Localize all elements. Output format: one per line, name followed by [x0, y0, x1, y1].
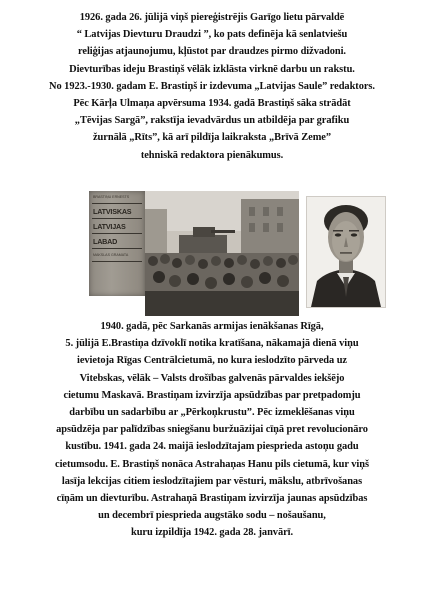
book-subtitle-text: MAKSLAS GRAMATA [93, 253, 129, 257]
text-line: reliģijas atjaunojumu, kļūstot par draudzes pirmo dižvadoni. [78, 46, 346, 58]
text-line: Vitebskas, vēlāk – Valsts drošības galvenās pārvaldes iekšējo [79, 372, 345, 384]
book-title-line: LATVISKAS [93, 207, 132, 216]
crowd-scene-illustration [145, 191, 299, 316]
text-line: No 1923.-1930. gadam E. Brastiņš ir izdevuma „Latvijas Saule” redaktors. [49, 80, 375, 92]
book-title-line: LABAD [93, 237, 118, 246]
text-line: “ Latvijas Dievturu Draudzi ”, ko pats definēja kā senlatviešu [76, 29, 348, 41]
text-line: apsūdzēja par palīdzības sniegšanu buržuāzijai cīņā pret revolucionāro [56, 424, 368, 436]
text-line: Dievturības ideju Brastiņš vēlāk izklāsta virknē darbu un rakstu. [69, 63, 355, 75]
cover-rule [92, 248, 142, 249]
cover-rule [92, 233, 142, 234]
portrait-illustration [307, 197, 385, 307]
text-line: un decembrī piesprieda augstāko sodu – nošaušanu, [98, 510, 326, 522]
text-line: lasīja lekcijas citiem ieslodzītajiem par vēsturi, mākslu, atbrīvošanas [61, 475, 363, 487]
book-cover-image [89, 191, 145, 296]
text-line: kuru izpildīja 1942. gada 28. janvārī. [130, 527, 294, 539]
text-line: kustību. 1941. gada 24. maijā ieslodzītajam piesprieda astoņu gadu [65, 441, 359, 453]
portrait-photo [306, 196, 386, 308]
text-line: tehniskā redaktora pienākumus. [140, 149, 284, 161]
text-line: cīņām un dievturību. Astrahaņā Brastiņam izvirzīja jaunas apsūdzības [56, 493, 368, 505]
biography-paragraph [0, 318, 424, 542]
book-title-line: LATVIJAS [93, 222, 126, 231]
text-line: „Tēvijas Sargā”, rakstīja ievadvārdus un atbildēja par grafiku [74, 115, 350, 127]
crowd-photo [145, 191, 299, 316]
book-author-text: BRASTIŅU ERNESTS [93, 195, 130, 199]
text-line: cietumsodu. E. Brastiņš nonāca Astrahaņas Hanu pils cietumā, kur viņš [55, 458, 369, 470]
text-line: darbību un sadarbību ar „Pērkoņkrustu”. Pēc izmeklēšanas viņu [69, 407, 355, 419]
text-line: ievietoja Rīgas Centrālcietumā, no kura ieslodzīto pārveda uz [77, 355, 347, 367]
text-line: 1940. gadā, pēc Sarkanās armijas ienākšanas Rīgā, [100, 321, 324, 332]
intro-paragraph [0, 9, 424, 164]
cover-rule [92, 261, 142, 262]
text-line: cietumu Maskavā. Brastiņam izvirzīja apsūdzības par pretpadomju [63, 389, 361, 401]
text-line: 5. jūlijā E.Brastiņa dzīvoklī notika kratīšana, nākamajā dienā viņu [65, 338, 359, 350]
cover-rule [92, 218, 142, 219]
text-line: Pēc Kārļa Ulmaņa apvērsuma 1934. gadā Brastiņš sāka strādāt [73, 98, 351, 110]
text-line: 1926. gada 26. jūlijā viņš piereģistrējis Garīgo lietu pārvaldē [79, 12, 345, 23]
cover-rule [92, 203, 142, 204]
text-line: žurnālā „Rīts”, kā arī pildīja laikraksta „Brīvā Zeme” [92, 132, 332, 144]
